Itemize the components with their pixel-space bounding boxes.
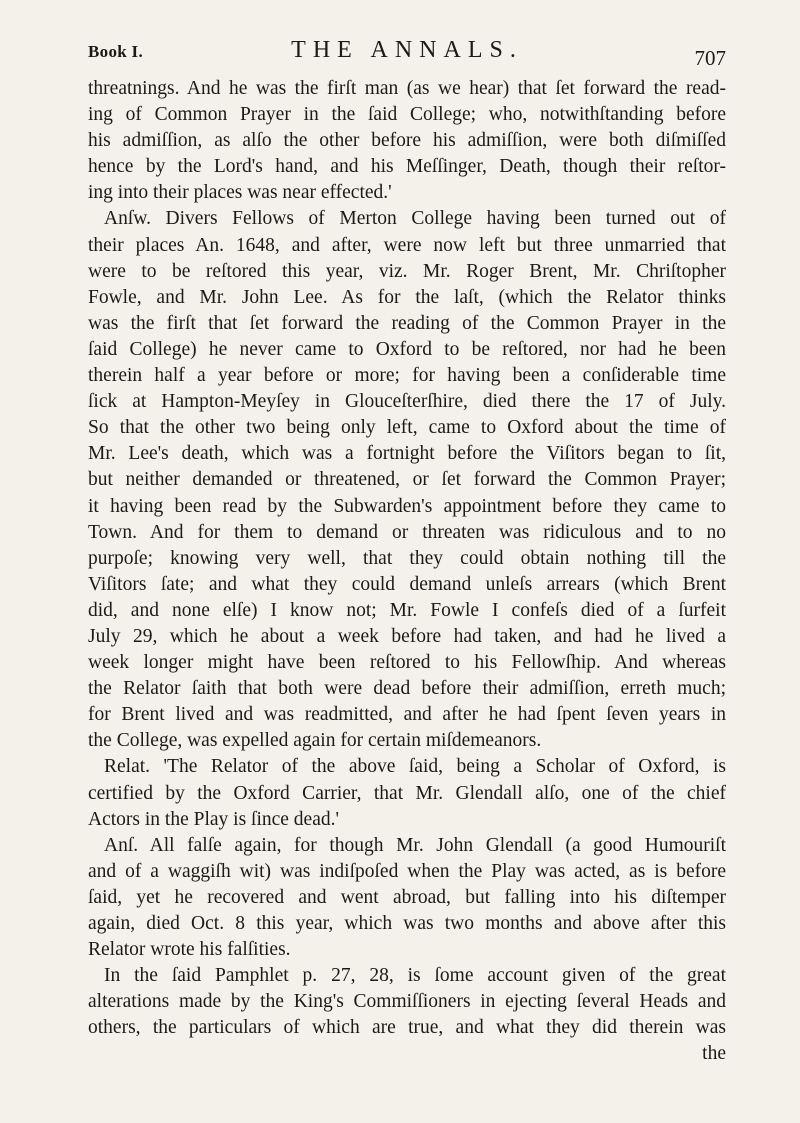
text-line: Anſw. Divers Fellows of Merton College having been turned out of bbox=[104, 208, 726, 230]
text-line: ing into their places was near effected.' bbox=[88, 182, 392, 204]
text-line: Anſ. All falſe again, for though Mr. John Glendall (a good Humouriſt bbox=[104, 834, 726, 856]
body-text bbox=[88, 76, 726, 1068]
text-line: the Relator ſaith that both were dead before their admiſſion, erreth much; bbox=[88, 678, 726, 700]
catchword: the bbox=[702, 1043, 726, 1065]
text-line: Town. And for them to demand or threaten was ridiculous and to no bbox=[88, 521, 726, 543]
text-line: were to be reſtored this year, viz. Mr. Roger Brent, Mr. Chriſtopher bbox=[88, 260, 726, 282]
text-line: hence by the Lord's hand, and his Meſſinger, Death, though their reſtor- bbox=[88, 156, 726, 178]
text-line: ſick at Hampton-Meyſey in Glouceſterſhire, died there the 17 of July. bbox=[88, 391, 726, 413]
text-line: for Brent lived and was readmitted, and after he had ſpent ſeven years in bbox=[88, 704, 726, 726]
text-line: their places An. 1648, and after, were now left but three unmarried that bbox=[88, 234, 726, 256]
text-line: certified by the Oxford Carrier, that Mr. Glendall alſo, one of the chief bbox=[88, 782, 726, 804]
text-line: alterations made by the King's Commiſſioners in ejecting ſeveral Heads and bbox=[88, 991, 726, 1013]
text-line: was the firſt that ſet forward the reading of the Common Prayer in the bbox=[88, 312, 726, 334]
text-line: July 29, which he about a week before had taken, and had he lived a bbox=[88, 625, 726, 647]
text-line: Relat. 'The Relator of the above ſaid, being a Scholar of Oxford, is bbox=[104, 756, 726, 778]
text-line: did, and none elſe) I know not; Mr. Fowle I confeſs died of a ſurfeit bbox=[88, 599, 726, 621]
text-line: again, died Oct. 8 this year, which was two months and above after this bbox=[88, 913, 726, 934]
running-head-book: Book I. bbox=[88, 42, 144, 61]
text-line: So that the other two being only left, came to Oxford about the time of bbox=[88, 417, 726, 439]
text-line: therein half a year before or more; for having been a conſiderable time bbox=[88, 365, 726, 387]
running-head bbox=[88, 34, 726, 74]
text-line: threatnings. And he was the firſt man (as we hear) that ſet forward the read- bbox=[88, 78, 726, 99]
text-line: but neither demanded or threatened, or ſet forward the Common Prayer; bbox=[88, 469, 726, 491]
text-line: his admiſſion, as alſo the other before his admiſſion, were both diſmiſſed bbox=[88, 130, 726, 152]
text-line: In the ſaid Pamphlet p. 27, 28, is ſome account given of the great bbox=[104, 965, 726, 987]
running-head-title: THE ANNALS. bbox=[291, 37, 523, 63]
text-line: Actors in the Play is ſince dead.' bbox=[88, 808, 339, 830]
text-line: ing of Common Prayer in the ſaid College; who, notwithſtanding before bbox=[88, 104, 726, 126]
text-line: and of a waggiſh wit) was indiſpoſed when the Play was acted, as is before bbox=[88, 860, 726, 882]
page-number: 707 bbox=[694, 46, 726, 70]
text-line: purpoſe; knowing very well, that they could obtain nothing till the bbox=[88, 547, 726, 569]
text-line: ſaid, yet he recovered and went abroad, but falling into his diſtemper bbox=[88, 886, 726, 908]
text-line: it having been read by the Subwarden's appointment before they came to bbox=[88, 495, 726, 517]
text-line: week longer might have been reſtored to his Fellowſhip. And whereas bbox=[88, 652, 726, 674]
text-line: Viſitors ſate; and what they could demand unleſs arrears (which Brent bbox=[88, 573, 726, 595]
text-line: the College, was expelled again for certain miſdemeanors. bbox=[88, 730, 542, 752]
text-line: ſaid College) he never came to Oxford to be reſtored, nor had he been bbox=[88, 338, 726, 360]
text-line: Mr. Lee's death, which was a fortnight before the Viſitors began to ſit, bbox=[88, 443, 726, 465]
text-line: Relator wrote his falſities. bbox=[88, 939, 291, 961]
text-line: others, the particulars of which are true, and what they did therein was bbox=[88, 1017, 726, 1039]
text-line: Fowle, and Mr. John Lee. As for the laſt, (which the Relator thinks bbox=[88, 286, 726, 308]
